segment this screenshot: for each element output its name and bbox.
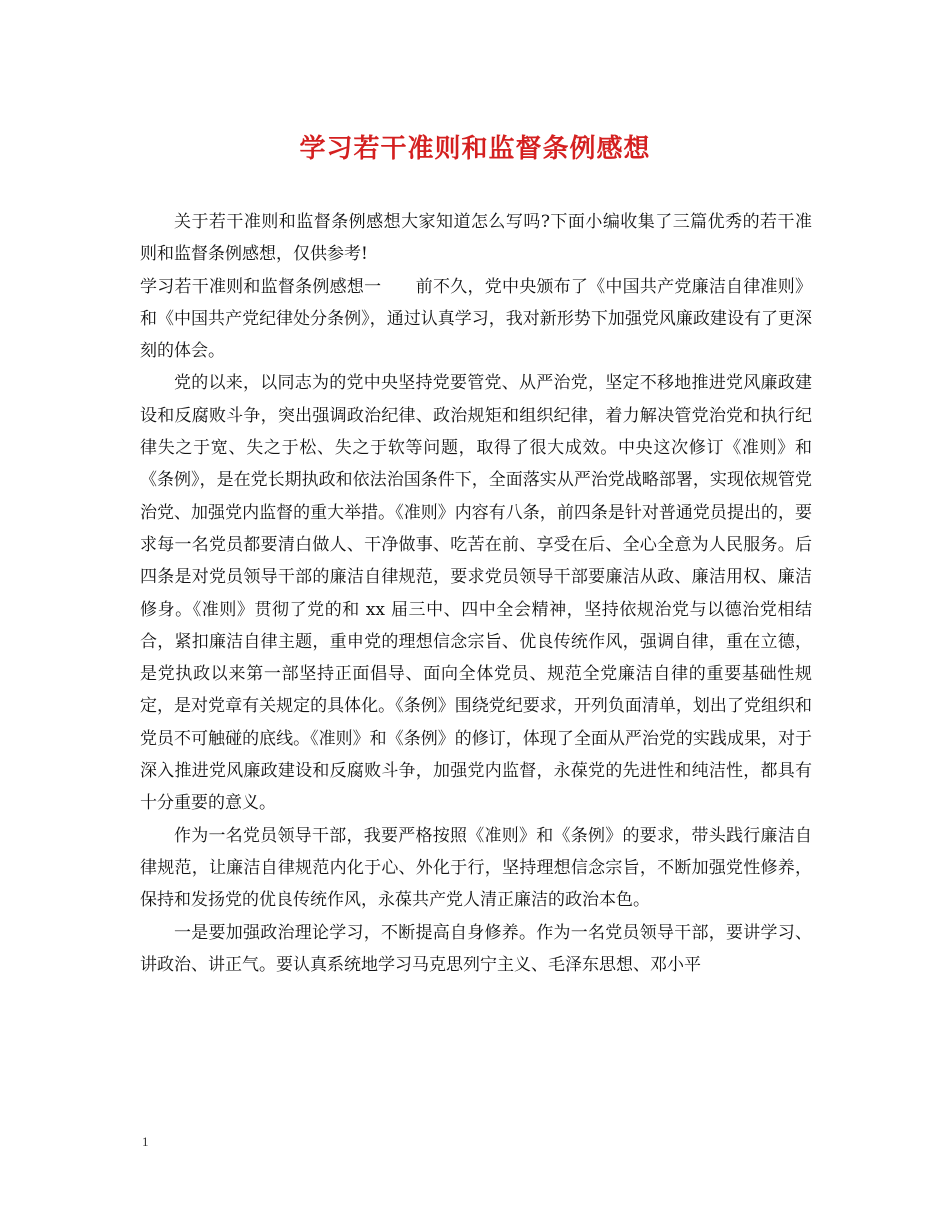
paragraph-theory-study: 一是要加强政治理论学习，不断提高自身修养。作为一名党员领导干部，要讲学习、讲政治、讲正气。要认真系统地学习马克思列宁主义、毛泽东思想、邓小平 <box>140 922 812 975</box>
paragraph-party-discipline: 党的以来，以同志为的党中央坚持党要管党、从严治党，坚定不移地推进党风廉政建设和反腐败斗争，突出强调政治纪律、政治规矩和组织纪律，着力解决管党治党和执行纪律失之于宽、失之于松、失之于软等问题，取得了很大成效。中央这次修订《准则》和《条例》，是在党长期执政和依法治国条件下，全面落实从严治党战略部署，实现依规管党治党、加强党内监督的重大举措。《准则》内容有八条，前四条是针对普通党员提出的，要求每一名党员都要清白做人、干净做事、吃苦在前、享受在后、全心全意为人民服务。后四条是对党员领导干部的廉洁自律规范，要求党员领导干部要廉洁从政、廉洁用权、廉洁修身。《准则》贯彻了党的和 xx 届三中、四中全会精神，坚持依规治党与以德治党相结合，紧扣廉洁自律主题，重申党的理想信念宗旨、优良传统作风，强调自律，重在立德，是党执政以来第一部坚持正面倡导、面向全体党员、规范全党廉洁自律的重要基础性规定，是对党章有关规定的具体化。《条例》围绕党纪要求，开列负面清单，划出了党组织和党员不可触碰的底线。《准则》和《条例》的修订，体现了全面从严治党的实践成果，对于深入推进党风廉政建设和反腐败斗争，加强党内监督，永葆党的先进性和纯洁性，都具有十分重要的意义。 <box>140 373 812 814</box>
paragraph-intro: 关于若干准则和监督条例感想大家知道怎么写吗?下面小编收集了三篇优秀的若干准则和监督条例感想，仅供参考! <box>140 212 812 265</box>
document-title: 学习若干准则和监督条例感想 <box>299 134 651 164</box>
paragraph-essay-one-opening: 学习若干准则和监督条例感想一 前不久，党中央颁布了《中国共产党廉洁自律准则》和《中国共产党纪律处分条例》，通过认真学习，我对新形势下加强党风廉政建设有了更深刻的体会。 <box>140 276 812 362</box>
document-body <box>140 206 812 981</box>
paragraph-leader-commitment: 作为一名党员领导干部，我要严格按照《准则》和《条例》的要求，带头践行廉洁自律规范，让廉洁自律规范内化于心、外化于行，坚持理想信念宗旨，不断加强党性修养，保持和发扬党的优良传统作风，永葆共产党人清正廉洁的政治本色。 <box>140 825 812 911</box>
page-number: 1 <box>142 1134 149 1149</box>
